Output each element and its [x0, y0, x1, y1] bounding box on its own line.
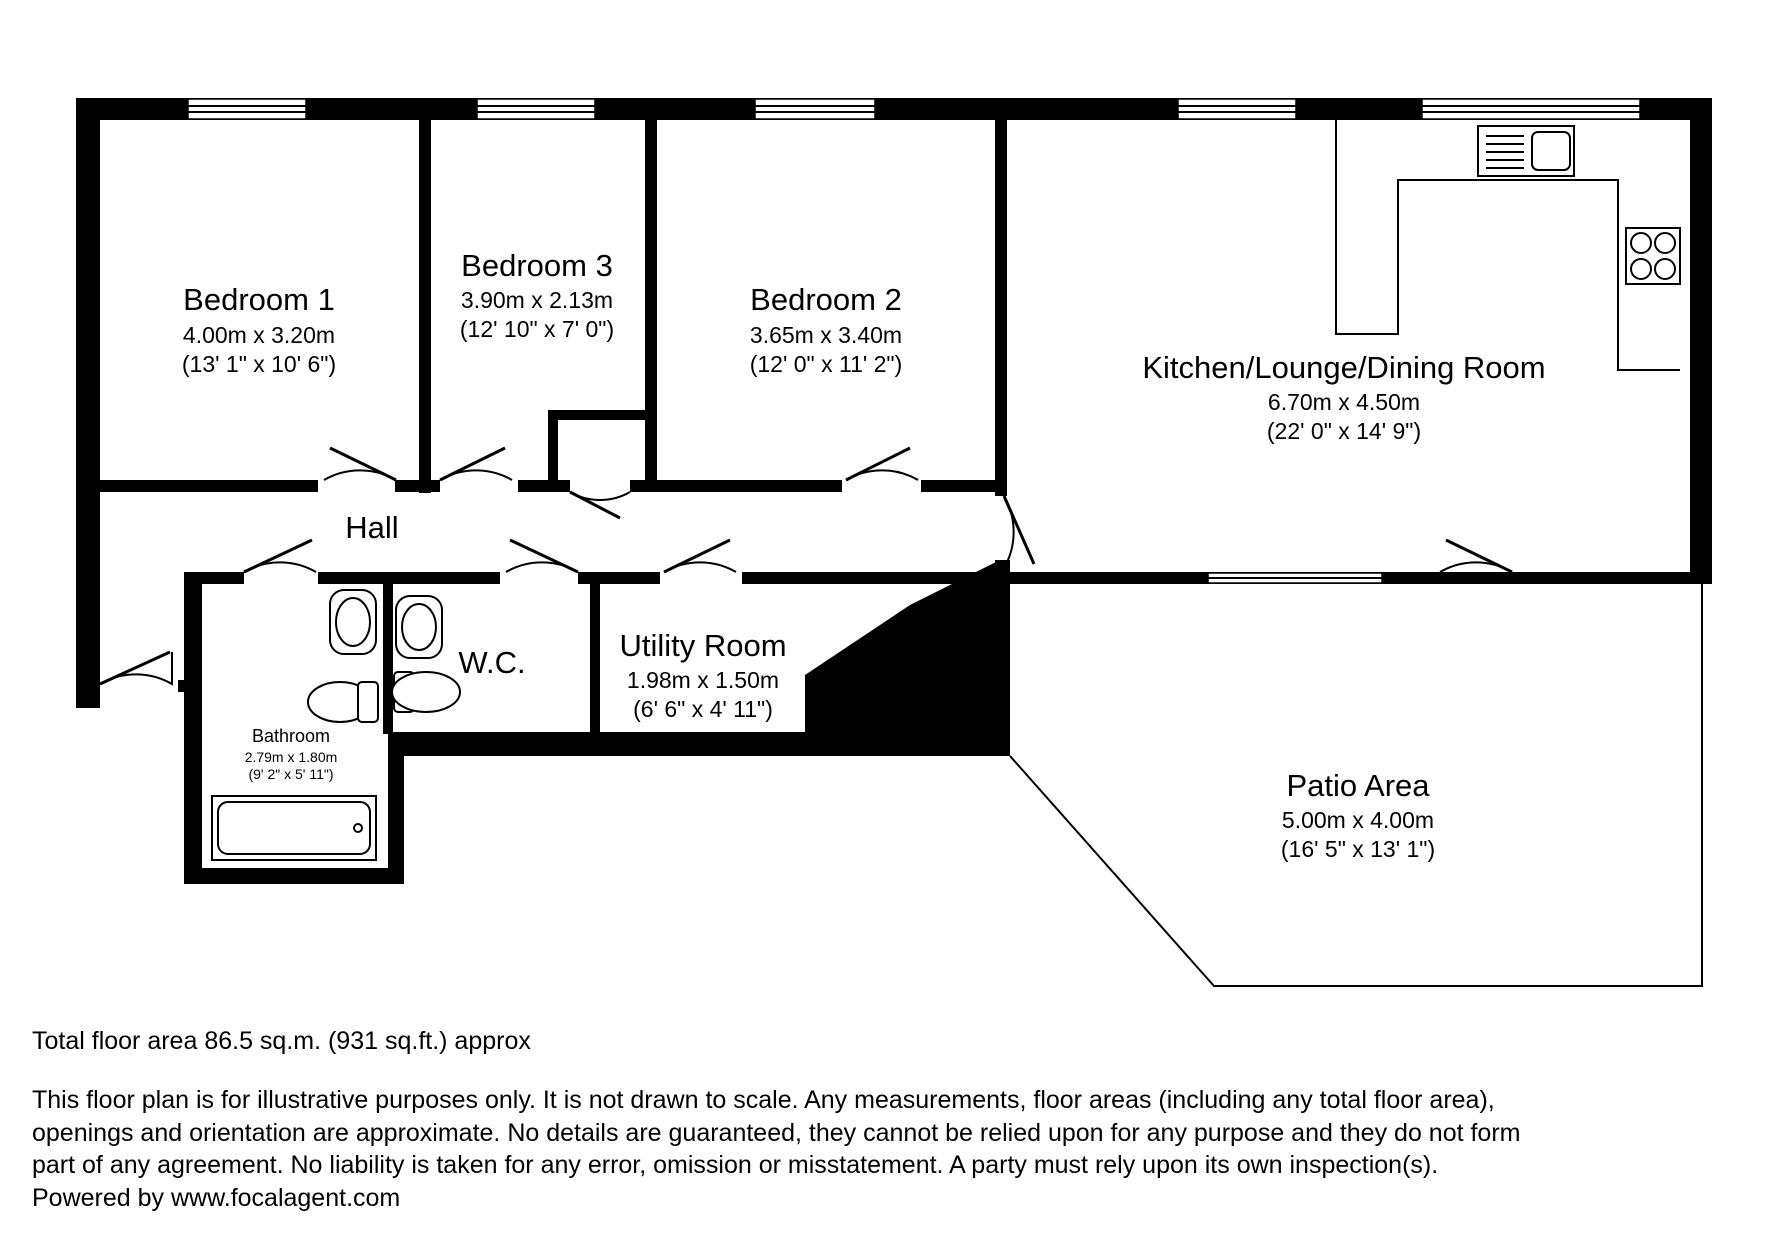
room-label-bedroom3 [460, 248, 614, 342]
room-name: Bedroom 3 [461, 248, 613, 283]
window [188, 99, 306, 119]
window [477, 99, 595, 119]
door [324, 448, 396, 480]
door [570, 492, 630, 518]
room-name: Bathroom [251, 726, 331, 746]
disclaimer-line: Powered by www.focalagent.com [32, 1183, 401, 1212]
window [1208, 573, 1382, 583]
door [1004, 496, 1034, 568]
room-name: W.C. [458, 645, 526, 680]
disclaimer [32, 1084, 1752, 1214]
room-imperial: (9' 2" x 5' 11") [248, 766, 334, 782]
door [664, 540, 736, 572]
door [506, 540, 578, 572]
room-label-bedroom1 [182, 282, 336, 377]
window [1422, 99, 1640, 119]
room-metric: 4.00m x 3.20m [182, 322, 336, 348]
sink-icon [1478, 126, 1574, 176]
basin-icon [396, 596, 442, 658]
room-imperial: (12' 10" x 7' 0") [459, 316, 615, 342]
room-name: Kitchen/Lounge/Dining Room [1142, 350, 1546, 385]
room-label-wc [458, 645, 525, 680]
room-metric: 6.70m x 4.50m [1267, 389, 1421, 415]
room-label-patio [1281, 768, 1435, 862]
room-name: Bedroom 2 [750, 282, 902, 317]
hob-icon [1626, 228, 1680, 284]
toilet-icon [392, 672, 460, 712]
disclaimer-line: This floor plan is for illustrative purposes only. It is not drawn to scale. Any measurements, floor areas (including any total floor area), [32, 1086, 1495, 1114]
toilet-icon [308, 682, 378, 722]
room-name: Bedroom 1 [183, 282, 335, 317]
total-floor-area: Total floor area 86.5 sq.m. (931 sq.ft.) approx [32, 1027, 531, 1055]
disclaimer-line: part of any agreement. No liability is taken for any error, omission or misstatement. A party must rely upon its own inspection(s). [32, 1151, 1439, 1179]
room-imperial: (12' 0" x 11' 2") [749, 351, 903, 377]
room-name: Hall [345, 510, 399, 545]
room-metric: 1.98m x 1.50m [626, 667, 780, 693]
door [1440, 540, 1512, 572]
room-label-kitchen [1142, 350, 1545, 444]
room-label-bathroom [245, 726, 338, 782]
room-label-hall [345, 510, 398, 545]
room-imperial: (16' 5" x 13' 1") [1280, 836, 1436, 862]
room-imperial: (22' 0" x 14' 9") [1266, 418, 1422, 444]
sanitary-fittings [212, 590, 460, 860]
door [846, 448, 918, 480]
door [100, 652, 172, 684]
room-metric: 3.65m x 3.40m [749, 322, 903, 348]
room-name: Utility Room [619, 628, 787, 663]
room-metric: 3.90m x 2.13m [460, 287, 614, 313]
kitchen-fittings [1336, 120, 1680, 370]
door [440, 448, 512, 480]
room-name: Patio Area [1286, 768, 1430, 803]
window [755, 99, 875, 119]
bath-icon [212, 796, 376, 860]
room-label-bedroom2 [750, 282, 903, 377]
room-imperial: (6' 6" x 4' 11") [633, 696, 773, 722]
windows [188, 99, 1640, 583]
room-imperial: (13' 1" x 10' 6") [181, 351, 337, 377]
room-metric: 2.79m x 1.80m [244, 749, 338, 765]
window [1178, 99, 1296, 119]
basin-icon [330, 590, 376, 654]
room-label-utility [619, 628, 786, 722]
room-metric: 5.00m x 4.00m [1281, 807, 1435, 833]
door [244, 540, 316, 572]
disclaimer-line: openings and orientation are approximate. No details are guaranteed, they cannot be relied upon for any purpose and they do not form [32, 1118, 1521, 1147]
